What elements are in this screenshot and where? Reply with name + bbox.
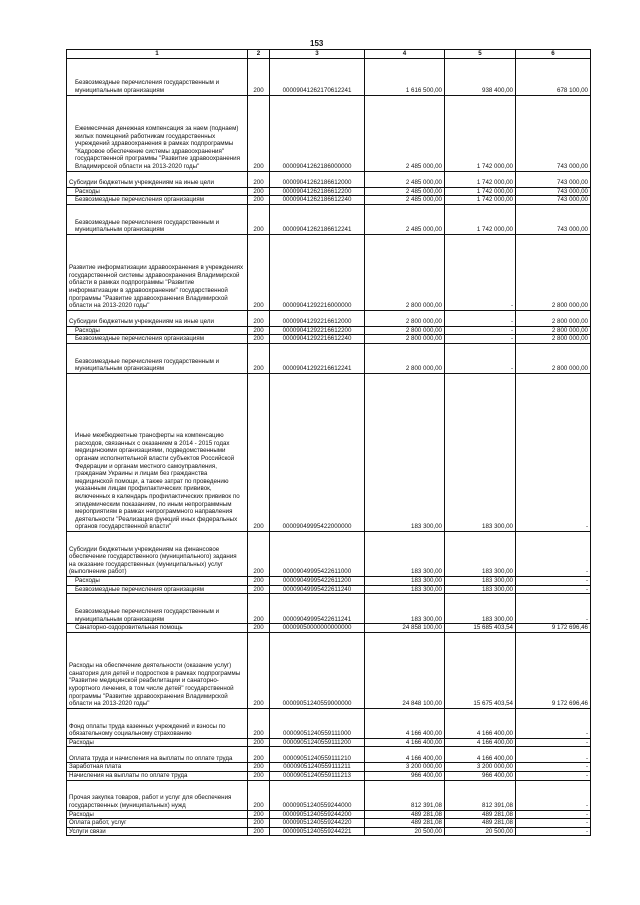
row-value-remaining: 9 172 696,46 (516, 632, 591, 708)
row-description: Расходы (67, 576, 248, 585)
row-value-executed: 183 300,00 (445, 576, 516, 585)
row-description: Фонд оплаты труда казенных учреждений и взносы по обязательному социальному страхованию (67, 708, 248, 738)
row-value-approved: 183 300,00 (365, 594, 445, 624)
row-kbk: 00009049995422611000 (270, 531, 365, 576)
row-value-approved: 183 300,00 (365, 531, 445, 576)
row-value-executed: 489 281,08 (445, 819, 516, 828)
row-value-executed: 1 742 000,00 (445, 196, 516, 205)
row-description: Безвозмездные перечисления организациям (67, 585, 248, 594)
header-row (67, 50, 591, 59)
row-value-approved: 2 485 000,00 (365, 196, 445, 205)
row-code: 200 (248, 373, 270, 531)
row-value-remaining: - (516, 819, 591, 828)
table-row (67, 819, 591, 828)
row-value-remaining: 678 100,00 (516, 58, 591, 95)
table-row (67, 576, 591, 585)
column-header: 6 (516, 50, 591, 59)
row-value-executed: - (445, 326, 516, 335)
row-description: Ежемесячная денежная компенсация за наем (поднаем) жилых помещений работникам государственных учреждений здравоохранения в рамках подпрограммы "Кадровое обеспечение системы здравоохранения" государственной программы "Развитие здравоохранения Владимирской области на 2013-2020 годы" (67, 95, 248, 171)
row-kbk: 00009049995422000000 (270, 373, 365, 531)
row-value-approved: 1 616 500,00 (365, 58, 445, 95)
row-kbk: 00009041262186612240 (270, 196, 365, 205)
table-row (67, 234, 591, 310)
row-value-approved: 183 300,00 (365, 373, 445, 531)
row-value-approved: 2 800 000,00 (365, 335, 445, 344)
row-value-remaining: 743 000,00 (516, 187, 591, 196)
row-value-executed: 4 166 400,00 (445, 738, 516, 747)
row-code: 200 (248, 708, 270, 738)
row-code: 200 (248, 827, 270, 836)
row-code: 200 (248, 310, 270, 326)
row-kbk: 00009041292216000000 (270, 234, 365, 310)
row-code: 200 (248, 531, 270, 576)
table-row (67, 187, 591, 196)
row-kbk: 00009051240559244200 (270, 810, 365, 819)
row-code: 200 (248, 632, 270, 708)
row-value-executed: 1 742 000,00 (445, 204, 516, 234)
row-value-remaining: - (516, 576, 591, 585)
row-value-approved: 489 281,08 (365, 810, 445, 819)
table-row (67, 531, 591, 576)
row-description: Расходы (67, 810, 248, 819)
table-row (67, 343, 591, 373)
table-row (67, 335, 591, 344)
row-description: Оплата труда и начисления на выплаты по оплате труда (67, 747, 248, 763)
row-value-approved: 966 400,00 (365, 771, 445, 780)
row-value-approved: 489 281,08 (365, 819, 445, 828)
table-row (67, 763, 591, 772)
row-value-remaining: 743 000,00 (516, 95, 591, 171)
row-value-remaining: 9 172 696,46 (516, 624, 591, 633)
row-value-remaining: 2 800 000,00 (516, 335, 591, 344)
table-row (67, 310, 591, 326)
row-value-executed: 966 400,00 (445, 771, 516, 780)
page-number: 153 (310, 39, 324, 48)
table-row (67, 771, 591, 780)
row-value-approved: 812 391,08 (365, 780, 445, 810)
row-kbk: 00009041292216612241 (270, 343, 365, 373)
row-value-approved: 2 485 000,00 (365, 171, 445, 187)
row-value-executed: 4 166 400,00 (445, 747, 516, 763)
row-code: 200 (248, 624, 270, 633)
row-value-remaining: - (516, 594, 591, 624)
column-header: 5 (445, 50, 516, 59)
table-body (67, 58, 591, 836)
row-value-remaining: - (516, 738, 591, 747)
row-value-approved: 24 858 100,00 (365, 624, 445, 633)
row-code: 200 (248, 335, 270, 344)
column-header: 2 (248, 50, 270, 59)
row-value-remaining: - (516, 810, 591, 819)
row-description: Начисления на выплаты по оплате труда (67, 771, 248, 780)
row-description: Безвозмездные перечисления государственным и муниципальным организациям (67, 343, 248, 373)
row-value-approved: 183 300,00 (365, 576, 445, 585)
row-value-executed: - (445, 234, 516, 310)
row-description: Безвозмездные перечисления организациям (67, 335, 248, 344)
table-row (67, 594, 591, 624)
row-kbk: 00009041262170612241 (270, 58, 365, 95)
row-value-remaining: - (516, 747, 591, 763)
row-code: 200 (248, 771, 270, 780)
row-code: 200 (248, 187, 270, 196)
row-value-approved: 3 200 000,00 (365, 763, 445, 772)
table-row (67, 585, 591, 594)
row-value-executed: 4 166 400,00 (445, 708, 516, 738)
row-code: 200 (248, 58, 270, 95)
row-value-remaining: 743 000,00 (516, 171, 591, 187)
row-code: 200 (248, 234, 270, 310)
row-code: 200 (248, 780, 270, 810)
table-row (67, 95, 591, 171)
row-description: Санаторно-оздоровительная помощь (67, 624, 248, 633)
row-value-approved: 2 800 000,00 (365, 234, 445, 310)
table-row (67, 373, 591, 531)
row-value-approved: 24 848 100,00 (365, 632, 445, 708)
row-code: 200 (248, 95, 270, 171)
row-description: Безвозмездные перечисления организациям (67, 196, 248, 205)
row-kbk: 00009041262186612241 (270, 204, 365, 234)
row-value-approved: 4 166 400,00 (365, 708, 445, 738)
table-row (67, 632, 591, 708)
row-value-executed: 1 742 000,00 (445, 171, 516, 187)
row-value-executed: - (445, 310, 516, 326)
row-description: Субсидии бюджетным учреждениям на финансовое обеспечение государственного (муниципального) задания на оказание государственных (муниципальных) услуг (выполнение работ) (67, 531, 248, 576)
row-kbk: 00009051240559000000 (270, 632, 365, 708)
row-value-remaining: 2 800 000,00 (516, 310, 591, 326)
row-value-executed: 1 742 000,00 (445, 95, 516, 171)
row-value-executed: 20 500,00 (445, 827, 516, 836)
row-kbk: 00009049995422611241 (270, 594, 365, 624)
row-description: Услуги связи (67, 827, 248, 836)
column-header: 4 (365, 50, 445, 59)
table-row (67, 827, 591, 836)
row-value-approved: 2 800 000,00 (365, 326, 445, 335)
row-code: 200 (248, 576, 270, 585)
row-description: Расходы (67, 326, 248, 335)
row-value-remaining: 2 800 000,00 (516, 343, 591, 373)
row-code: 200 (248, 343, 270, 373)
row-value-executed: 183 300,00 (445, 373, 516, 531)
row-kbk: 00009041292216612240 (270, 335, 365, 344)
row-description: Безвозмездные перечисления государственным и муниципальным организациям (67, 204, 248, 234)
row-code: 200 (248, 585, 270, 594)
row-kbk: 00009051240559111213 (270, 771, 365, 780)
table-row (67, 738, 591, 747)
row-kbk: 00009041262186612000 (270, 171, 365, 187)
row-kbk: 00009050000000000000 (270, 624, 365, 633)
table-row (67, 171, 591, 187)
row-value-executed: 812 391,08 (445, 780, 516, 810)
row-code: 200 (248, 810, 270, 819)
row-kbk: 00009041292216612200 (270, 326, 365, 335)
row-value-approved: 2 485 000,00 (365, 204, 445, 234)
row-description: Субсидии бюджетным учреждениям на иные цели (67, 171, 248, 187)
table-row (67, 58, 591, 95)
row-kbk: 00009051240559111211 (270, 763, 365, 772)
row-value-executed: 1 742 000,00 (445, 187, 516, 196)
row-kbk: 00009049995422611240 (270, 585, 365, 594)
row-kbk: 00009041292216612000 (270, 310, 365, 326)
row-description: Заработная плата (67, 763, 248, 772)
row-kbk: 00009051240559244220 (270, 819, 365, 828)
row-value-approved: 2 485 000,00 (365, 95, 445, 171)
row-description: Расходы на обеспечение деятельности (оказание услуг) санатория для детей и подростков в рамках подпрограммы "Развитие медицинской реабилитации и санаторно-курортного лечения, в том числе детей" государственной программы "Развитие здравоохранения Владимирской области на 2013-2020 годы" (67, 632, 248, 708)
row-code: 200 (248, 819, 270, 828)
row-value-executed: 183 300,00 (445, 594, 516, 624)
row-description: Расходы (67, 738, 248, 747)
row-description: Оплата работ, услуг (67, 819, 248, 828)
row-code: 200 (248, 747, 270, 763)
row-value-executed: 3 200 000,00 (445, 763, 516, 772)
row-value-approved: 4 166 400,00 (365, 747, 445, 763)
row-value-executed: 15 685 403,54 (445, 624, 516, 633)
row-value-executed: 183 300,00 (445, 531, 516, 576)
row-value-remaining: 2 800 000,00 (516, 234, 591, 310)
row-value-approved: 2 800 000,00 (365, 343, 445, 373)
row-description: Прочая закупка товаров, работ и услуг для обеспечения государственных (муниципальных) нужд (67, 780, 248, 810)
row-kbk: 00009041262186000000 (270, 95, 365, 171)
table-row (67, 204, 591, 234)
row-description: Безвозмездные перечисления государственным и муниципальным организациям (67, 594, 248, 624)
table-row (67, 747, 591, 763)
row-value-executed: - (445, 343, 516, 373)
table-row (67, 708, 591, 738)
row-kbk: 00009051240559111210 (270, 747, 365, 763)
row-value-approved: 183 300,00 (365, 585, 445, 594)
row-value-approved: 20 500,00 (365, 827, 445, 836)
row-kbk: 00009041262186612200 (270, 187, 365, 196)
row-value-executed: - (445, 335, 516, 344)
row-kbk: 00009051240559111000 (270, 708, 365, 738)
row-code: 200 (248, 326, 270, 335)
column-header: 3 (270, 50, 365, 59)
row-value-remaining: - (516, 531, 591, 576)
row-value-remaining: - (516, 373, 591, 531)
row-value-approved: 2 800 000,00 (365, 310, 445, 326)
row-kbk: 00009051240559111200 (270, 738, 365, 747)
row-kbk: 00009051240559244221 (270, 827, 365, 836)
row-code: 200 (248, 196, 270, 205)
row-value-remaining: 743 000,00 (516, 196, 591, 205)
table-row (67, 780, 591, 810)
row-code: 200 (248, 594, 270, 624)
row-description: Безвозмездные перечисления государственным и муниципальным организациям (67, 58, 248, 95)
table-row (67, 810, 591, 819)
row-value-executed: 183 300,00 (445, 585, 516, 594)
table-row (67, 326, 591, 335)
row-value-executed: 15 675 403,54 (445, 632, 516, 708)
row-kbk: 00009049995422611200 (270, 576, 365, 585)
row-description: Развитие информатизации здравоохранения в учреждениях государственной системы здравоохранения Владимирской области в рамках подпрограммы "Развитие информатизации в здравоохранении" государственной программы "Развитие здравоохранения Владимирской области на 2013-2020 годы" (67, 234, 248, 310)
row-code: 200 (248, 171, 270, 187)
table-row (67, 196, 591, 205)
row-code: 200 (248, 738, 270, 747)
row-value-remaining: 743 000,00 (516, 204, 591, 234)
row-kbk: 00009051240559244000 (270, 780, 365, 810)
row-value-remaining: - (516, 763, 591, 772)
row-value-remaining: - (516, 708, 591, 738)
row-description: Иные межбюджетные трансферты на компенсацию расходов, связанных с оказанием в 2014 - 2015 годах медицинскими организациями, подведомственными органам исполнительной власти субъектов Российской Федерации и органам местного самоуправления, гражданам Украины и лицам без гражданства медицинской помощи, а также затрат по проведению указанным лицам профилактических прививок, включенных в календарь профилактических прививок по эпидемическим показаниям, по иным непрограммным мероприятиям в рамках непрограммного направления деятельности "Реализация функций иных федеральных органов государственной власти" (67, 373, 248, 531)
row-value-executed: 489 281,08 (445, 810, 516, 819)
row-description: Субсидии бюджетным учреждениям на иные цели (67, 310, 248, 326)
row-value-approved: 2 485 000,00 (365, 187, 445, 196)
row-code: 200 (248, 204, 270, 234)
column-header: 1 (67, 50, 248, 59)
row-code: 200 (248, 763, 270, 772)
row-value-remaining: - (516, 585, 591, 594)
table-row (67, 624, 591, 633)
budget-table (66, 49, 591, 836)
row-value-remaining: - (516, 827, 591, 836)
row-value-remaining: 2 800 000,00 (516, 326, 591, 335)
row-value-remaining: - (516, 780, 591, 810)
row-description: Расходы (67, 187, 248, 196)
row-value-executed: 938 400,00 (445, 58, 516, 95)
row-value-remaining: - (516, 771, 591, 780)
row-value-approved: 4 166 400,00 (365, 738, 445, 747)
